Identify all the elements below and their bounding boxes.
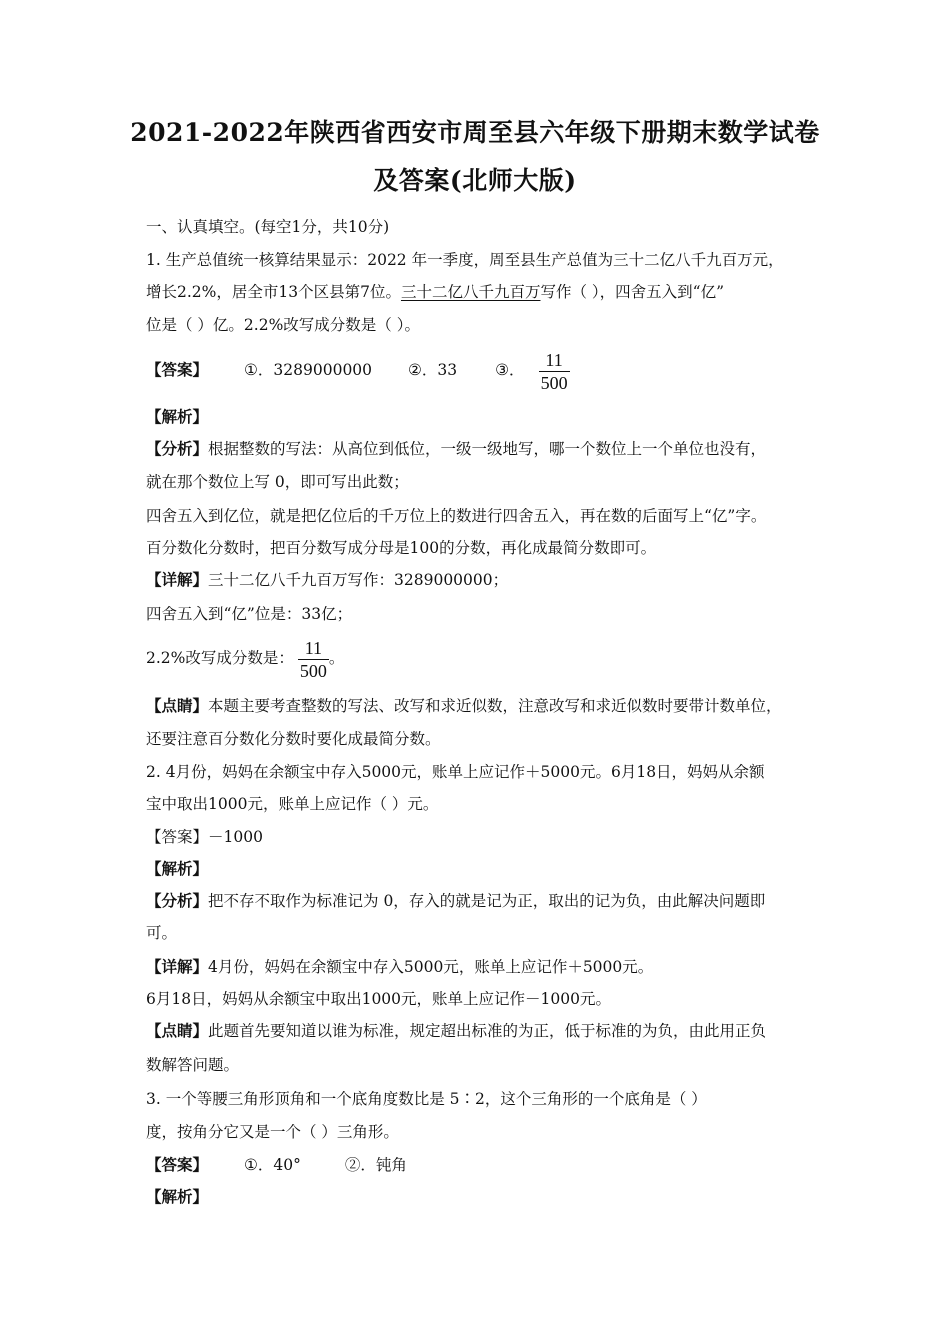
- q1-dianjing-line-2: 还要注意百分数化分数时要化成最简分数。: [146, 730, 441, 748]
- fraction-denominator: 500: [540, 372, 568, 393]
- fraction-numerator: 11: [545, 349, 563, 370]
- q3-text-line-2: 度，按角分它又是一个（ ）三角形。: [146, 1123, 399, 1141]
- q2-fenxi-line-2: 可。: [146, 924, 178, 942]
- q1-fenxi-line-2: 就在那个数位上写 0，即可写出此数；: [146, 473, 409, 491]
- q1-analysis-label: 【解析】: [146, 407, 209, 426]
- fraction-numerator: 11: [304, 637, 323, 658]
- q1-answer-line: [146, 346, 810, 394]
- document-title-line-2: 及答案(北师大版): [373, 166, 577, 195]
- q2-dianjing-line-2: 数解答问题。: [146, 1056, 240, 1074]
- q2-xiangjie-line-2: 6月18日，妈妈从余额宝中取出1000元，账单上应记作－1000元。: [146, 990, 611, 1008]
- q1-fenxi-line-4: 百分数化分数时，把百分数写成分母是100的分数，再化成最简分数即可。: [146, 539, 657, 557]
- fenxi-label: 【分析】: [146, 439, 209, 458]
- q2-fenxi-text-1: 把不存不取作为标准记为 0，存入的就是记为正，取出的记为负，由此解决问题即: [208, 892, 766, 910]
- q1-xiangjie-period: 。: [328, 649, 345, 667]
- fraction-denominator: 500: [299, 660, 327, 681]
- xiangjie-label: 【详解】: [146, 957, 209, 976]
- q1-fenxi-line-3: 四舍五入到亿位，就是把亿位后的千万位上的数进行四舍五入，再在数的后面写上“亿”字。: [146, 507, 767, 525]
- q1-dianjing-text-1: 本题主要考查整数的写法、改写和求近似数，注意改写和求近似数时要带计数单位，: [208, 697, 782, 715]
- dianjing-label: 【点睛】: [146, 696, 209, 715]
- q1-fenxi-text-1: 根据整数的写法：从高位到低位，一级一级地写，哪一个数位上一个单位也没有，: [208, 440, 767, 458]
- q1-text-line-3: 位是（ ）亿。2.2%改写成分数是（ ）。: [146, 316, 420, 334]
- q1-xiangjie-text-1: 三十二亿八千九百万写作：3289000000；: [208, 571, 509, 589]
- q1-text-line-2: [146, 281, 810, 303]
- q1-underlined-number: 三十二亿八千九百万: [400, 283, 541, 301]
- q1-text-line-1: 1. 生产总值统一核算结果显示：2022 年一季度，周至县生产总值为三十二亿八千九百万元，: [146, 251, 784, 269]
- q1-text-line-2-a: 增长2.2%，居全市13个区县第7位。: [146, 283, 401, 301]
- q2-text-line-2: 宝中取出1000元，账单上应记作（ ）元。: [146, 795, 439, 813]
- q1-xiangjie-line-1: [146, 569, 810, 591]
- q1-xiangjie-line-3: [146, 634, 810, 682]
- q3-answer-line: [146, 1154, 810, 1176]
- q3-analysis-label: 【解析】: [146, 1187, 209, 1206]
- q3-answer-2: ②．钝角: [344, 1156, 407, 1174]
- document-title-line-1: 2021-2022年陕西省西安市周至县六年级下册期末数学试卷: [130, 118, 820, 147]
- q2-text-line-1: 2. 4月份，妈妈在余额宝中存入5000元，账单上应记作＋5000元。6月18日，妈妈从余额: [146, 763, 765, 781]
- xiangjie-label: 【详解】: [146, 570, 209, 589]
- q1-answer-1: ①．3289000000: [244, 361, 373, 379]
- section-heading: 一、认真填空。(每空1分，共10分): [146, 218, 390, 236]
- q1-xiangjie-fraction: [298, 637, 329, 682]
- answer-label: 【答案】: [146, 360, 209, 379]
- q2-analysis-label: 【解析】: [146, 859, 209, 878]
- q3-answer-1: ①．40°: [244, 1156, 301, 1174]
- q1-fenxi-line-1: [146, 438, 810, 460]
- q2-dianjing-text-1: 此题首先要知道以谁为标准，规定超出标准的为正，低于标准的为负，由此用正负: [208, 1022, 767, 1040]
- q2-fenxi-line-1: [146, 890, 810, 912]
- q3-text-line-1: 3. 一个等腰三角形顶角和一个底角度数比是 5∶2，这个三角形的一个底角是（ ）: [146, 1090, 707, 1108]
- q1-text-line-2-b: 写作（ ），四舍五入到“亿”: [540, 283, 725, 301]
- q2-dianjing-line-1: [146, 1020, 810, 1042]
- q1-dianjing-line-1: [146, 695, 810, 717]
- q2-xiangjie-text-1: 4月份，妈妈在余额宝中存入5000元，账单上应记作＋5000元。: [208, 958, 654, 976]
- q1-xiangjie-text-3: 2.2%改写成分数是：: [146, 649, 294, 667]
- q2-answer-line: 【答案】－1000: [146, 828, 263, 846]
- answer-label: 【答案】: [146, 1155, 209, 1174]
- q1-xiangjie-line-2: 四舍五入到“亿”位是：33亿；: [146, 605, 353, 623]
- fenxi-label: 【分析】: [146, 891, 209, 910]
- q1-answer-2: ②．33: [408, 361, 458, 379]
- q2-xiangjie-line-1: [146, 956, 810, 978]
- q1-answer-3: ③．: [495, 361, 525, 379]
- q1-answer-fraction: [539, 349, 570, 394]
- dianjing-label: 【点睛】: [146, 1021, 209, 1040]
